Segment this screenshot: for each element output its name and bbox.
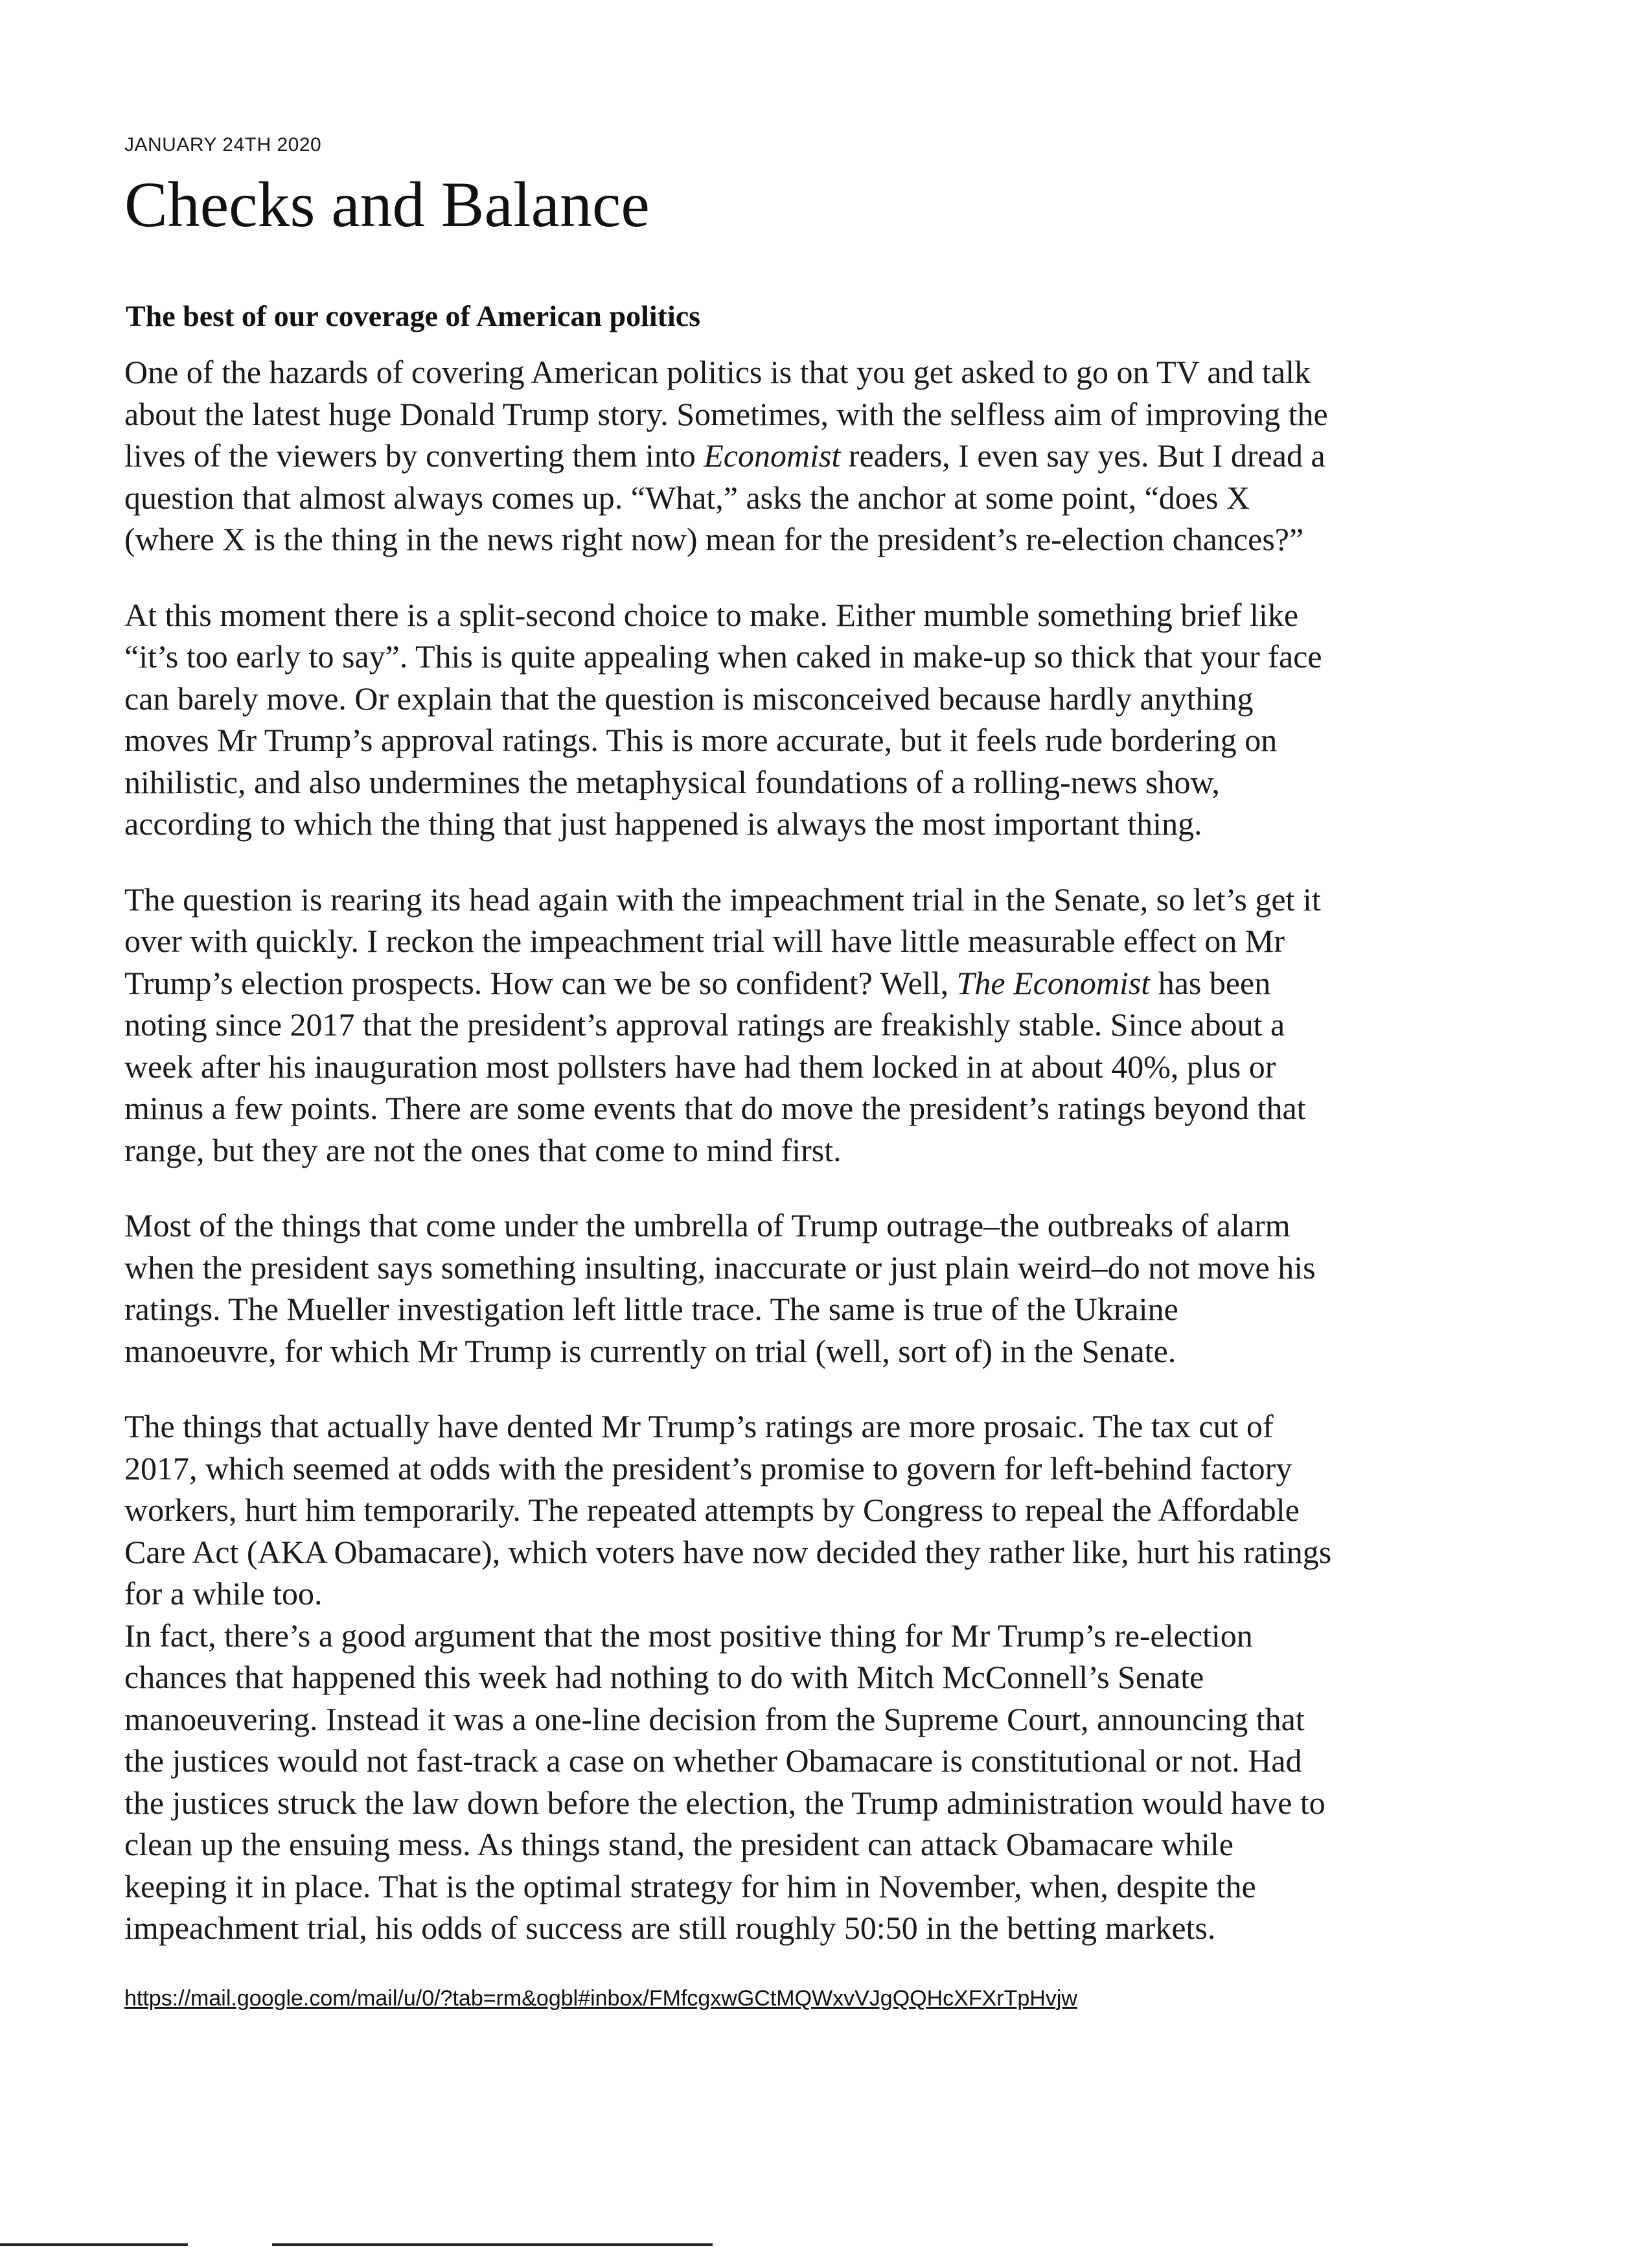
text-line: noting since 2017 that the president’s approval ratings are freakishly stable. Since about a	[124, 1006, 1285, 1043]
scan-artifact-line	[272, 2243, 713, 2246]
text-line: keeping it in place. That is the optimal strategy for him in November, when, despite the	[124, 1868, 1256, 1904]
text-line: In fact, there’s a good argument that the most positive thing for Mr Trump’s re-election	[124, 1617, 1253, 1654]
text-line: One of the hazards of covering American politics is that you get asked to go on TV and talk	[124, 354, 1311, 390]
text-line: about the latest huge Donald Trump story. Sometimes, with the selfless aim of improving the	[124, 395, 1328, 432]
text-line: manoeuvre, for which Mr Trump is currently on trial (well, sort of) in the Senate.	[124, 1332, 1176, 1369]
text-line: according to which the thing that just happened is always the most important thing.	[124, 805, 1202, 842]
text-line: manoeuvering. Instead it was a one-line decision from the Supreme Court, announcing that	[124, 1700, 1305, 1737]
text-line: nihilistic, and also undermines the metaphysical foundations of a rolling-news show,	[124, 763, 1220, 800]
text-line: workers, hurt him temporarily. The repeated attempts by Congress to repeal the Affordable	[124, 1492, 1300, 1528]
text-line: week after his inauguration most pollsters have had them locked in at about 40%, plus or	[124, 1048, 1276, 1085]
text-line: The question is rearing its head again with the impeachment trial in the Senate, so let’s get it	[124, 881, 1321, 918]
text-line: At this moment there is a split-second choice to make. Either mumble something brief like	[124, 596, 1299, 633]
text-line	[124, 435, 1550, 477]
text-line: impeachment trial, his odds of success are still roughly 50:50 in the betting markets.	[124, 1910, 1216, 1946]
text-segment: readers, I even say yes. But I dread a	[840, 437, 1325, 474]
article-date: JANUARY 24TH 2020	[124, 134, 322, 156]
text-line: “it’s too early to say”. This is quite appealing when caked in make-up so thick that your face	[124, 638, 1322, 675]
italic-publication-name: Economist	[704, 437, 841, 474]
text-line: range, but they are not the ones that come to mind first.	[124, 1131, 842, 1168]
text-segment: lives of the viewers by converting them into	[124, 437, 704, 474]
article	[124, 132, 1550, 2013]
text-line: when the president says something insulting, inaccurate or just plain weird–do not move his	[124, 1249, 1316, 1286]
text-line: for a while too.	[124, 1575, 323, 1612]
paragraph-5	[124, 1405, 1550, 1615]
text-line: moves Mr Trump’s approval ratings. This is more accurate, but it feels rude bordering on	[124, 722, 1278, 758]
italic-publication-name: The Economist	[956, 964, 1151, 1001]
article-title: Checks and Balance	[124, 168, 650, 240]
text-line: Care Act (AKA Obamacare), which voters have now decided they rather like, hurt his ratings	[124, 1533, 1332, 1570]
text-line: minus a few points. There are some events that do move the president’s ratings beyond that	[124, 1090, 1306, 1126]
text-line: chances that happened this week had nothing to do with Mitch McConnell’s Senate	[124, 1659, 1204, 1695]
text-line: (where X is the thing in the news right now) mean for the president’s re-election chances?”	[124, 521, 1304, 557]
source-url-link[interactable]: https://mail.google.com/mail/u/0/?tab=rm&ogbl#inbox/FMfcgxwGCtMQWxvVJgQQHcXFXrTpHvjw	[124, 1985, 1077, 2011]
text-line: 2017, which seemed at odds with the president’s promise to govern for left-behind factory	[124, 1450, 1292, 1486]
text-line: over with quickly. I reckon the impeachment trial will have little measurable effect on Mr	[124, 923, 1285, 959]
article-body	[124, 351, 1550, 2013]
text-line	[124, 962, 1550, 1004]
text-line: question that almost always comes up. “What,” asks the anchor at some point, “does X	[124, 479, 1250, 516]
paragraph-6	[124, 1615, 1550, 1949]
paragraph-4	[124, 1205, 1550, 1372]
text-line: Most of the things that come under the umbrella of Trump outrage–the outbreaks of alarm	[124, 1207, 1291, 1243]
paragraph-3	[124, 879, 1550, 1172]
text-line: ratings. The Mueller investigation left little trace. The same is true of the Ukraine	[124, 1291, 1178, 1327]
text-line: can barely move. Or explain that the question is misconceived because hardly anything	[124, 680, 1254, 717]
paragraph-2	[124, 594, 1550, 845]
scan-artifact-line	[0, 2243, 188, 2246]
text-line: clean up the ensuing mess. As things stand, the president can attack Obamacare while	[124, 1826, 1233, 1862]
text-segment: has been	[1150, 964, 1271, 1001]
text-segment: Trump’s election prospects. How can we be so confident? Well,	[124, 964, 957, 1001]
text-line: the justices struck the law down before the election, the Trump administration would have to	[124, 1784, 1325, 1821]
paragraph-1	[124, 351, 1550, 561]
text-line: the justices would not fast-track a case on whether Obamacare is constitutional or not. Had	[124, 1742, 1302, 1779]
text-line: The things that actually have dented Mr Trump’s ratings are more prosaic. The tax cut of	[124, 1408, 1274, 1444]
article-subtitle: The best of our coverage of American politics	[126, 299, 701, 332]
